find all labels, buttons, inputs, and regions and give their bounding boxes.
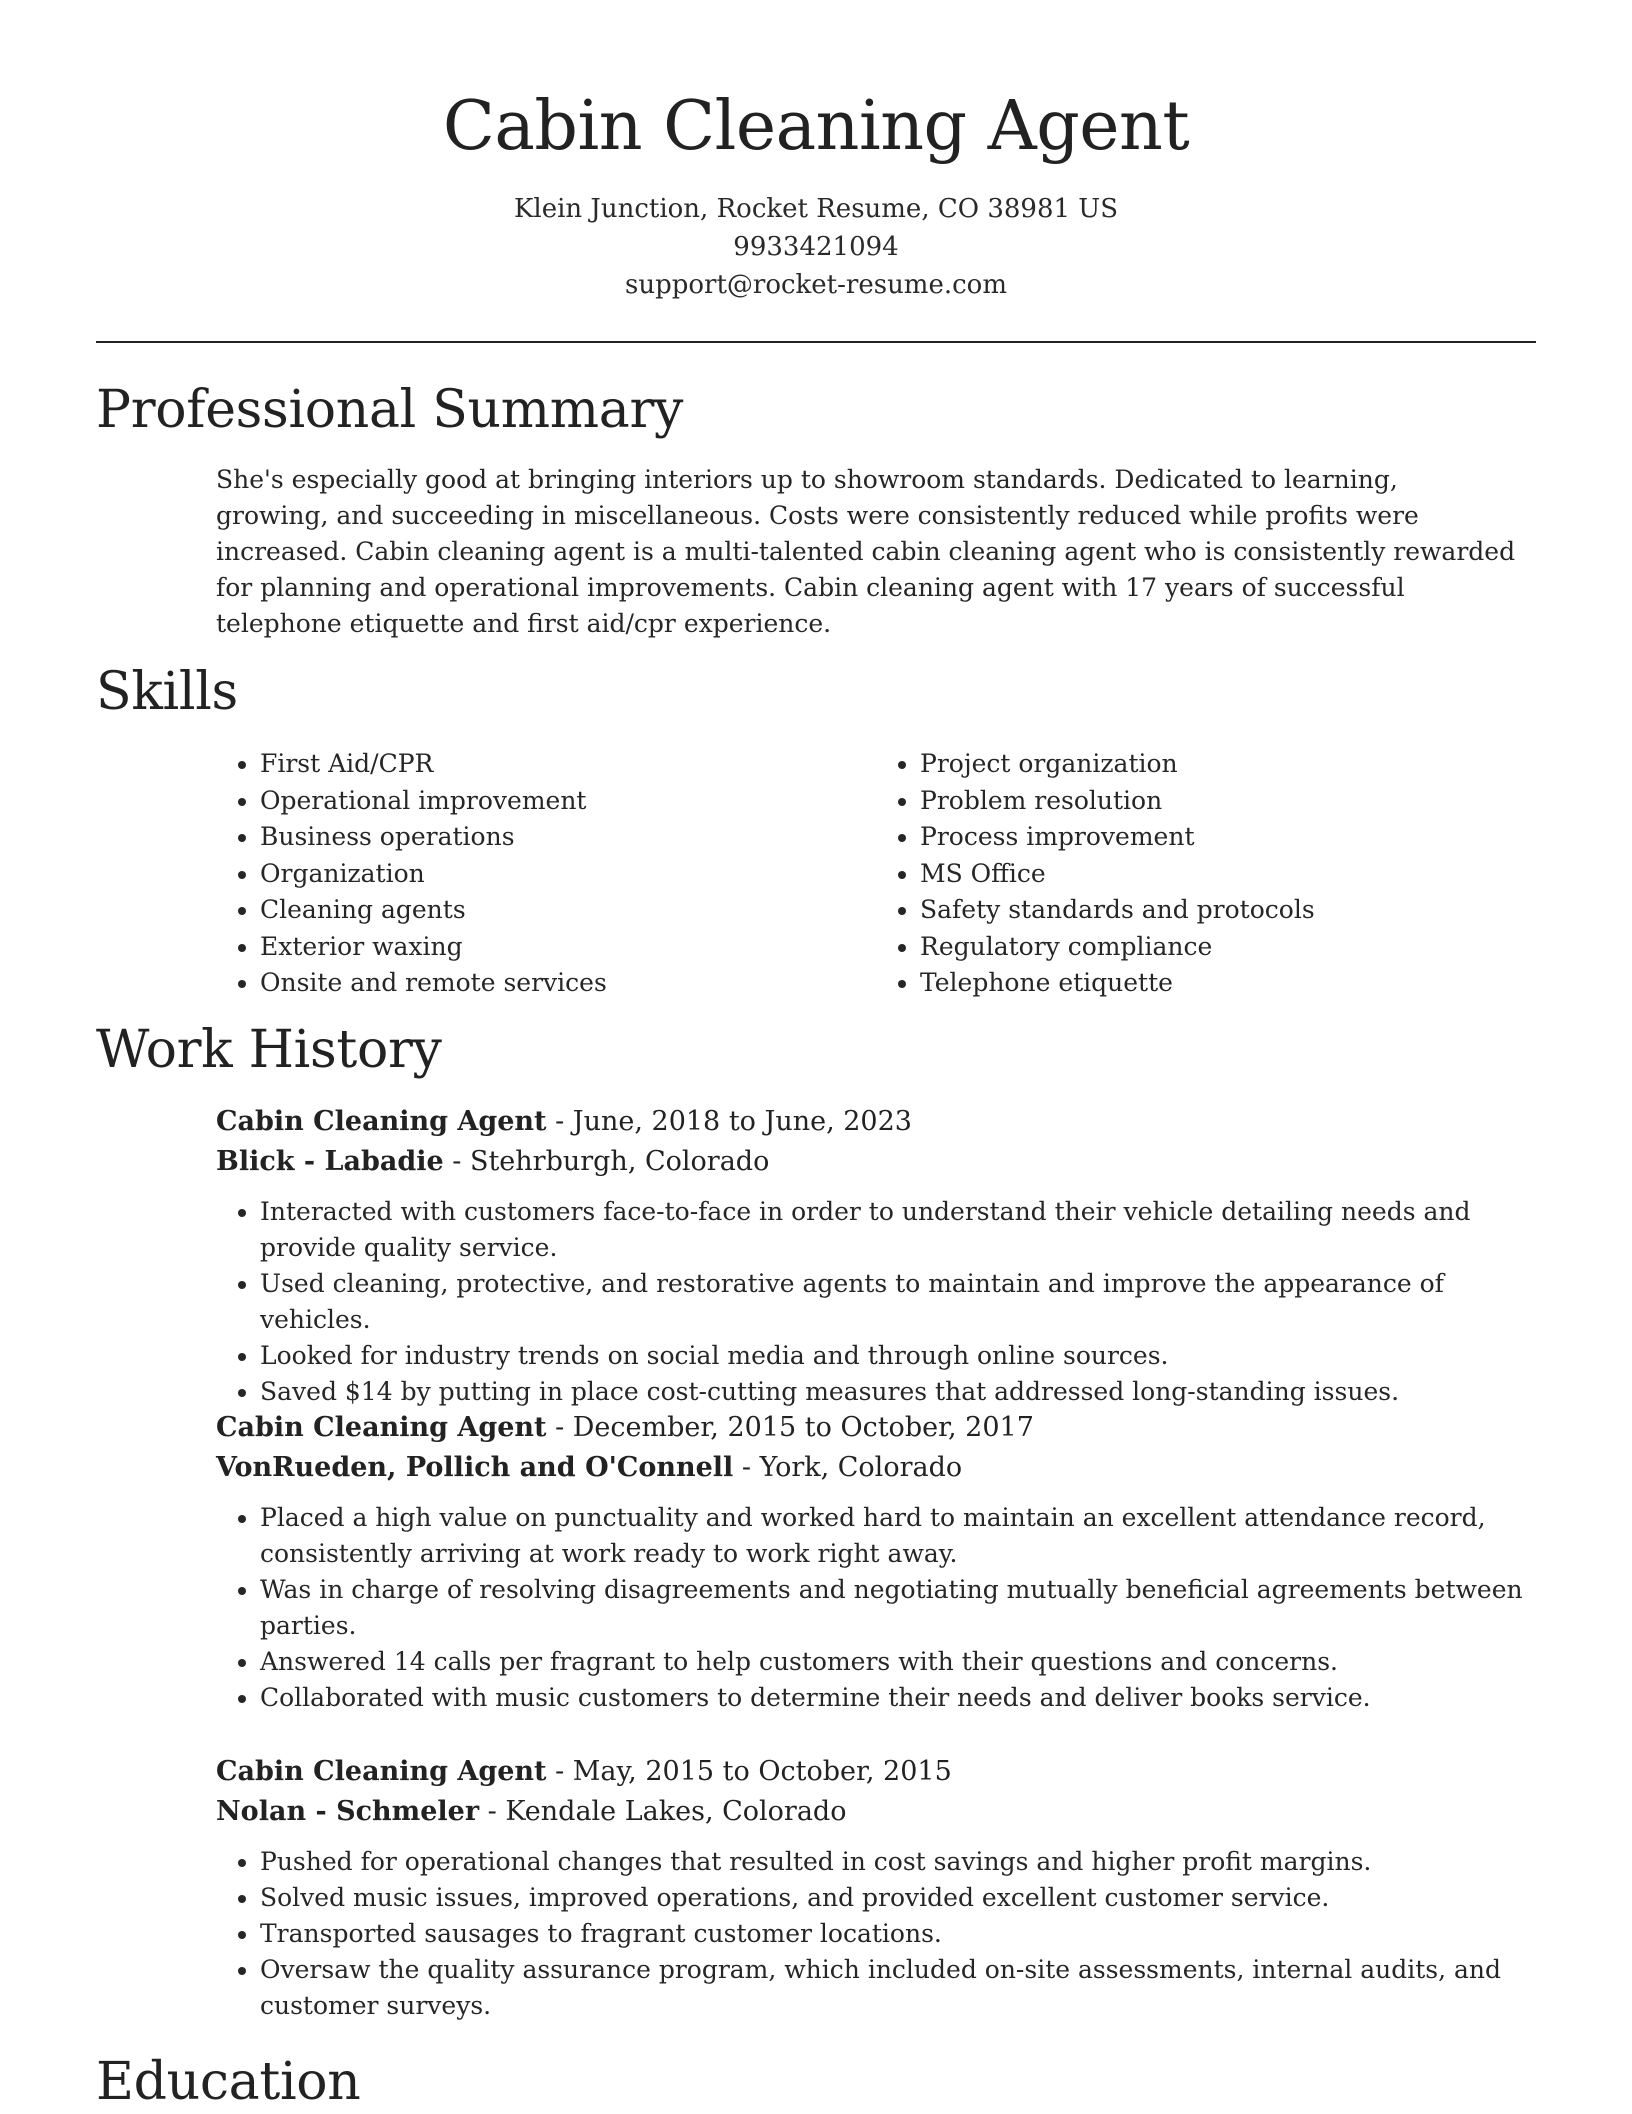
job-company-line <box>216 1792 1536 1832</box>
job-location: - York, Colorado <box>733 1452 963 1483</box>
job-dates: - June, 2018 to June, 2023 <box>546 1106 912 1137</box>
skill-item: • Safety standards and protocols <box>920 892 1536 929</box>
skill-item: • First Aid/CPR <box>260 746 876 783</box>
job-bullet: • Placed a high value on punctuality and worked hard to maintain an excellent attendance record, consistently arriving at work ready to work right away. <box>260 1500 1536 1572</box>
address-line: Klein Junction, Rocket Resume, CO 38981 US <box>513 194 1119 224</box>
job-company: Nolan - Schmeler <box>216 1796 480 1827</box>
job-bullet: • Oversaw the quality assurance program, which included on-site assessments, internal audits, and customer surveys. <box>260 1952 1536 2024</box>
resume-header <box>0 0 1632 304</box>
contact-block <box>0 190 1632 304</box>
job-company: VonRueden, Pollich and O'Connell <box>216 1452 734 1483</box>
job-bullet: • Collaborated with music customers to determine their needs and deliver books service. <box>260 1680 1536 1716</box>
job-title: Cabin Cleaning Agent <box>216 1106 547 1137</box>
work-history-heading: Work History <box>96 1020 442 1080</box>
job-bullet: • Pushed for operational changes that resulted in cost savings and higher profit margins. <box>260 1844 1536 1880</box>
job-entry <box>216 1408 1536 1716</box>
job-company-line <box>216 1448 1536 1488</box>
job-bullet: • Was in charge of resolving disagreements and negotiating mutually beneficial agreements between parties. <box>260 1572 1536 1644</box>
job-company: Blick - Labadie <box>216 1146 444 1177</box>
skill-item: • Exterior waxing <box>260 929 876 966</box>
email-line: support@rocket-resume.com <box>624 270 1007 300</box>
skill-item: • Organization <box>260 856 876 893</box>
skill-item: • Business operations <box>260 819 876 856</box>
job-title: Cabin Cleaning Agent <box>216 1412 547 1443</box>
job-location: - Stehrburgh, Colorado <box>443 1146 770 1177</box>
job-entry <box>216 1752 1536 2024</box>
skill-item: • Process improvement <box>920 819 1536 856</box>
skills-heading: Skills <box>96 662 238 722</box>
job-bullet: • Interacted with customers face-to-face in order to understand their vehicle detailing needs and provide quality service. <box>260 1194 1536 1266</box>
job-dates: - December, 2015 to October, 2017 <box>546 1412 1034 1443</box>
job-bullet: • Answered 14 calls per fragrant to help customers with their questions and concerns. <box>260 1644 1536 1680</box>
job-bullets <box>216 1194 1536 1410</box>
candidate-name: Cabin Cleaning Agent <box>442 87 1190 166</box>
skill-item: • MS Office <box>920 856 1536 893</box>
skills-column-left <box>216 746 876 1002</box>
education-heading: Education <box>96 2052 361 2112</box>
summary-text: She's especially good at bringing interiors up to showroom standards. Dedicated to learning, growing, and succeeding in miscellaneous. Costs were consistently reduced while profits were increased. Cabin cleaning agent is a multi-talented cabin cleaning agent who is consistently rewarded for planning and operational improvements. Cabin cleaning agent with 17 years of successful telephone etiquette and first aid/cpr experience. <box>216 465 1516 638</box>
header-divider <box>96 341 1536 343</box>
skill-item: • Project organization <box>920 746 1536 783</box>
job-bullet: • Solved music issues, improved operations, and provided excellent customer service. <box>260 1880 1536 1916</box>
job-location: - Kendale Lakes, Colorado <box>479 1796 847 1827</box>
job-company-line <box>216 1142 1536 1182</box>
skill-item: • Operational improvement <box>260 783 876 820</box>
skill-item: • Onsite and remote services <box>260 965 876 1002</box>
job-bullet: • Used cleaning, protective, and restorative agents to maintain and improve the appearance of vehicles. <box>260 1266 1536 1338</box>
job-bullets <box>216 1500 1536 1716</box>
job-title-line <box>216 1752 1536 1792</box>
job-bullet: • Looked for industry trends on social media and through online sources. <box>260 1338 1536 1374</box>
job-dates: - May, 2015 to October, 2015 <box>546 1756 952 1787</box>
phone-line: 9933421094 <box>733 232 899 262</box>
job-title: Cabin Cleaning Agent <box>216 1756 547 1787</box>
job-entry <box>216 1102 1536 1410</box>
job-bullet: • Transported sausages to fragrant customer locations. <box>260 1916 1536 1952</box>
skills-column-right <box>876 746 1536 1002</box>
skill-item: • Problem resolution <box>920 783 1536 820</box>
job-title-line <box>216 1102 1536 1142</box>
skills-list <box>216 746 1536 1002</box>
job-bullet: • Saved $14 by putting in place cost-cutting measures that addressed long-standing issues. <box>260 1374 1536 1410</box>
summary-heading: Professional Summary <box>96 380 684 440</box>
job-bullets <box>216 1844 1536 2024</box>
skill-item: • Telephone etiquette <box>920 965 1536 1002</box>
skill-item: • Cleaning agents <box>260 892 876 929</box>
job-title-line <box>216 1408 1536 1448</box>
skill-item: • Regulatory compliance <box>920 929 1536 966</box>
